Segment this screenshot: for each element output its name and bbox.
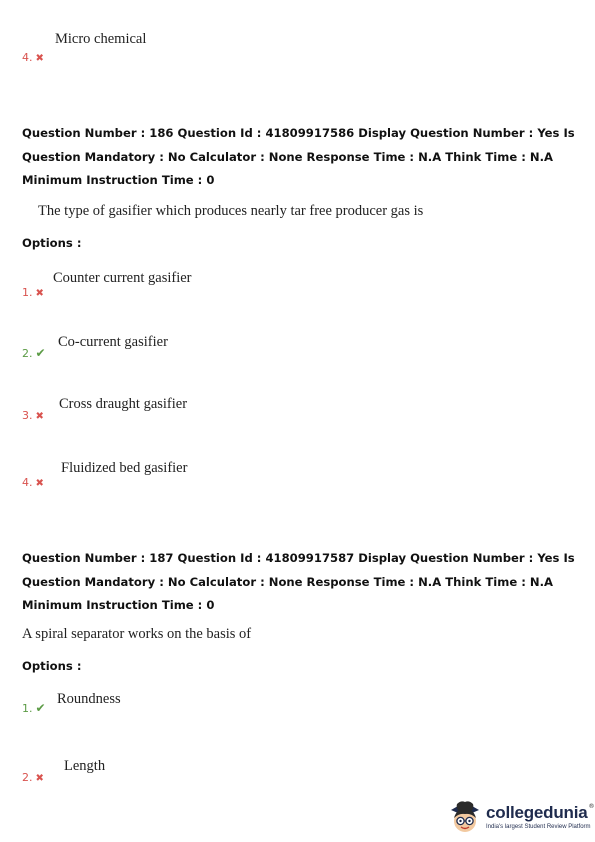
option-number: 1. (22, 702, 33, 715)
q186-option-1 (22, 281, 44, 300)
wrong-mark-icon: ✖ (35, 53, 44, 64)
question-187-text: A spiral separator works on the basis of (22, 626, 252, 642)
student-mascot-icon (447, 796, 483, 836)
option-number: 4. (22, 51, 33, 64)
logo-tagline: India's largest Student Review Platform (486, 823, 591, 830)
prev-option-4-text: Micro chemical (55, 31, 147, 47)
option-number: 4. (22, 476, 33, 489)
q186-option-4 (22, 471, 44, 490)
option-number: 2. (22, 347, 33, 360)
logo-trademark: ® (588, 802, 595, 810)
option-number: 2. (22, 771, 33, 784)
wrong-mark-icon: ✖ (35, 478, 44, 489)
q186-option-3-text: Cross draught gasifier (59, 396, 188, 412)
collegedunia-logo (447, 796, 595, 836)
check-mark-icon: ✔ (35, 701, 46, 715)
wrong-mark-icon: ✖ (35, 411, 44, 422)
prev-option-4 (22, 46, 44, 65)
q186-option-3 (22, 404, 44, 423)
q187-option-1 (22, 697, 46, 716)
question-186-options-label: Options : (22, 236, 82, 250)
option-number: 3. (22, 409, 33, 422)
q187-option-2 (22, 766, 44, 785)
q186-option-2 (22, 342, 46, 361)
question-187-options-label: Options : (22, 659, 82, 673)
question-186-text: The type of gasifier which produces nearly tar free producer gas is (38, 203, 424, 219)
check-mark-icon: ✔ (35, 346, 46, 360)
wrong-mark-icon: ✖ (35, 773, 44, 784)
q186-option-1-text: Counter current gasifier (53, 270, 192, 286)
q187-option-2-text: Length (64, 758, 106, 774)
logo-wordmark: collegedunia (486, 802, 588, 822)
q186-option-2-text: Co-current gasifier (58, 334, 168, 350)
question-187-meta: Question Number : 187 Question Id : 41809917587 Display Question Number : Yes Is Question Mandatory : No Calculator : None Response Time : N.A Think Time : N.A Minimum Instruction Time : 0 (22, 551, 575, 612)
q187-option-1-text: Roundness (57, 691, 121, 707)
question-186-meta: Question Number : 186 Question Id : 41809917586 Display Question Number : Yes Is Question Mandatory : No Calculator : None Response Time : N.A Think Time : N.A Minimum Instruction Time : 0 (22, 126, 575, 187)
wrong-mark-icon: ✖ (35, 288, 44, 299)
option-number: 1. (22, 286, 33, 299)
q186-option-4-text: Fluidized bed gasifier (61, 460, 188, 476)
